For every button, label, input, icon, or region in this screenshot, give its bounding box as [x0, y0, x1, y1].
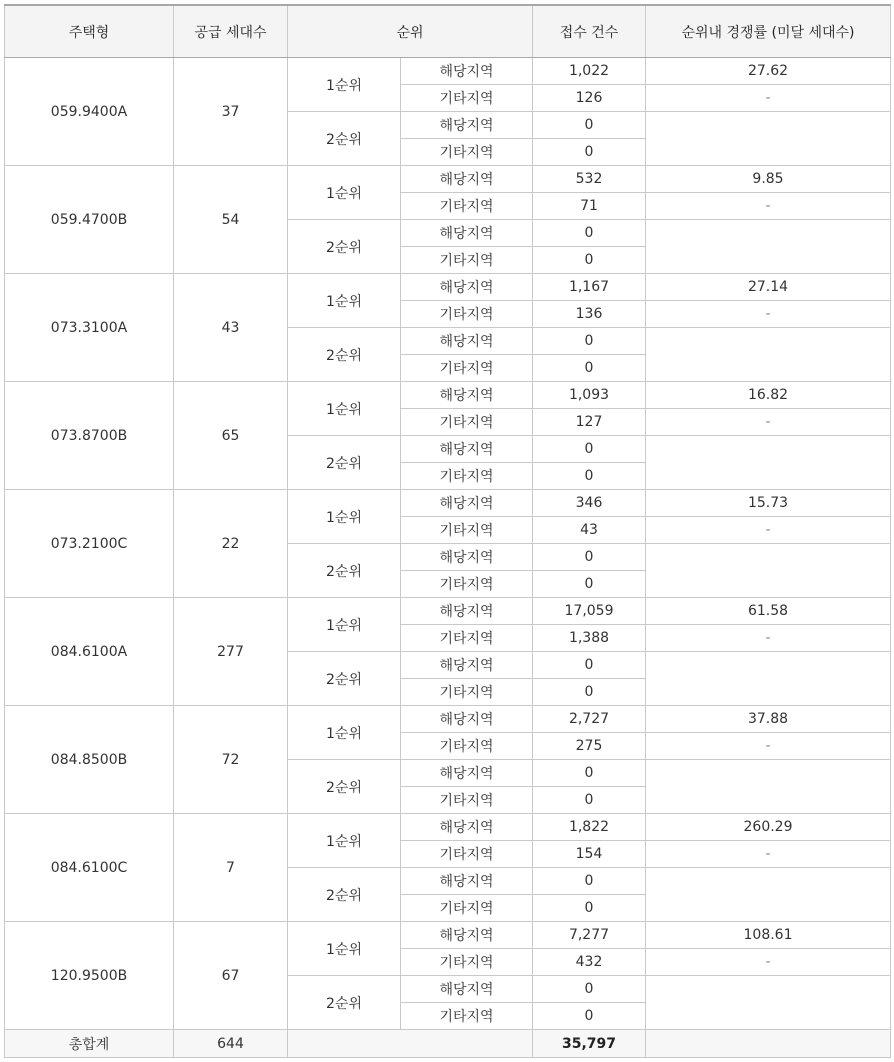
rank1-local-count: 1,022 [533, 58, 646, 85]
housing-type: 073.3100A [5, 274, 174, 382]
competition-rank2 [646, 544, 891, 598]
rank2-other-count: 0 [533, 1003, 646, 1030]
competition-rank2 [646, 976, 891, 1030]
header-supply: 공급 세대수 [174, 5, 288, 58]
rank1-local-count: 1,167 [533, 274, 646, 301]
region-other-label: 기타지역 [401, 193, 533, 220]
table-body [5, 58, 891, 1030]
rank-1-label: 1순위 [288, 922, 401, 976]
competition-rank2 [646, 760, 891, 814]
housing-type: 059.4700B [5, 166, 174, 274]
total-supply: 644 [174, 1030, 288, 1058]
rank-1-label: 1순위 [288, 274, 401, 328]
rank1-other-count: 43 [533, 517, 646, 544]
region-other-label: 기타지역 [401, 85, 533, 112]
housing-type: 073.2100C [5, 490, 174, 598]
rank-2-label: 2순위 [288, 760, 401, 814]
region-other-label: 기타지역 [401, 895, 533, 922]
housing-type: 073.8700B [5, 382, 174, 490]
region-other-label: 기타지역 [401, 571, 533, 598]
competition-dash: - [646, 409, 891, 436]
region-other-label: 기타지역 [401, 139, 533, 166]
table-row [5, 706, 891, 733]
region-other-label: 기타지역 [401, 949, 533, 976]
region-other-label: 기타지역 [401, 841, 533, 868]
supply-count: 37 [174, 58, 288, 166]
rank1-local-count: 1,093 [533, 382, 646, 409]
region-local-label: 해당지역 [401, 58, 533, 85]
region-local-label: 해당지역 [401, 652, 533, 679]
housing-type: 059.9400A [5, 58, 174, 166]
supply-count: 67 [174, 922, 288, 1030]
competition-dash: - [646, 517, 891, 544]
rank1-other-count: 432 [533, 949, 646, 976]
rank2-local-count: 0 [533, 976, 646, 1003]
rank1-local-count: 346 [533, 490, 646, 517]
supply-count: 54 [174, 166, 288, 274]
region-local-label: 해당지역 [401, 274, 533, 301]
rank-1-label: 1순위 [288, 706, 401, 760]
region-local-label: 해당지역 [401, 544, 533, 571]
rank1-other-count: 154 [533, 841, 646, 868]
header-type: 주택형 [5, 5, 174, 58]
region-other-label: 기타지역 [401, 355, 533, 382]
rank-2-label: 2순위 [288, 436, 401, 490]
region-other-label: 기타지역 [401, 679, 533, 706]
region-local-label: 해당지역 [401, 166, 533, 193]
supply-count: 22 [174, 490, 288, 598]
rank2-local-count: 0 [533, 652, 646, 679]
rank2-local-count: 0 [533, 760, 646, 787]
rank2-other-count: 0 [533, 787, 646, 814]
table-row [5, 922, 891, 949]
rank1-other-count: 71 [533, 193, 646, 220]
rank-1-label: 1순위 [288, 58, 401, 112]
rank-2-label: 2순위 [288, 544, 401, 598]
header-competition: 순위내 경쟁률 (미달 세대수) [646, 5, 891, 58]
competition-rate: 260.29 [646, 814, 891, 841]
competition-rate: 27.62 [646, 58, 891, 85]
rank1-local-count: 1,822 [533, 814, 646, 841]
table-row [5, 814, 891, 841]
rank2-other-count: 0 [533, 895, 646, 922]
rank1-other-count: 136 [533, 301, 646, 328]
region-local-label: 해당지역 [401, 814, 533, 841]
region-other-label: 기타지역 [401, 517, 533, 544]
total-applications: 35,797 [533, 1030, 646, 1058]
housing-type: 084.6100A [5, 598, 174, 706]
competition-dash: - [646, 625, 891, 652]
table-wrapper [4, 4, 891, 1058]
competition-rate: 16.82 [646, 382, 891, 409]
rank2-other-count: 0 [533, 247, 646, 274]
rank-2-label: 2순위 [288, 112, 401, 166]
table-row [5, 274, 891, 301]
rank1-local-count: 2,727 [533, 706, 646, 733]
rank2-other-count: 0 [533, 139, 646, 166]
region-local-label: 해당지역 [401, 436, 533, 463]
header-row [5, 5, 891, 58]
header-rank: 순위 [288, 5, 533, 58]
table-row [5, 58, 891, 85]
rank-1-label: 1순위 [288, 382, 401, 436]
supply-count: 43 [174, 274, 288, 382]
competition-rate: 37.88 [646, 706, 891, 733]
housing-type: 120.9500B [5, 922, 174, 1030]
region-local-label: 해당지역 [401, 490, 533, 517]
competition-dash: - [646, 733, 891, 760]
supply-count: 277 [174, 598, 288, 706]
competition-rank2 [646, 868, 891, 922]
housing-type: 084.6100C [5, 814, 174, 922]
rank-2-label: 2순위 [288, 652, 401, 706]
total-label: 총합계 [5, 1030, 174, 1058]
competition-rate: 27.14 [646, 274, 891, 301]
competition-rate: 15.73 [646, 490, 891, 517]
region-local-label: 해당지역 [401, 760, 533, 787]
region-other-label: 기타지역 [401, 787, 533, 814]
table-row [5, 490, 891, 517]
competition-dash: - [646, 85, 891, 112]
rank1-local-count: 532 [533, 166, 646, 193]
region-local-label: 해당지역 [401, 220, 533, 247]
rank2-other-count: 0 [533, 679, 646, 706]
competition-rank2 [646, 220, 891, 274]
competition-rank2 [646, 112, 891, 166]
table-row [5, 598, 891, 625]
rank2-local-count: 0 [533, 868, 646, 895]
region-other-label: 기타지역 [401, 409, 533, 436]
rank1-other-count: 127 [533, 409, 646, 436]
total-row [5, 1030, 891, 1058]
rank1-local-count: 17,059 [533, 598, 646, 625]
rank2-local-count: 0 [533, 220, 646, 247]
rank2-local-count: 0 [533, 544, 646, 571]
rank2-other-count: 0 [533, 571, 646, 598]
table-row [5, 382, 891, 409]
region-local-label: 해당지역 [401, 706, 533, 733]
rank-1-label: 1순위 [288, 166, 401, 220]
competition-rate: 9.85 [646, 166, 891, 193]
supply-count: 7 [174, 814, 288, 922]
rank-2-label: 2순위 [288, 868, 401, 922]
region-other-label: 기타지역 [401, 733, 533, 760]
rank-2-label: 2순위 [288, 328, 401, 382]
region-other-label: 기타지역 [401, 301, 533, 328]
competition-dash: - [646, 193, 891, 220]
region-local-label: 해당지역 [401, 868, 533, 895]
region-other-label: 기타지역 [401, 463, 533, 490]
region-local-label: 해당지역 [401, 382, 533, 409]
region-local-label: 해당지역 [401, 328, 533, 355]
rank2-other-count: 0 [533, 355, 646, 382]
rank-1-label: 1순위 [288, 814, 401, 868]
rank-1-label: 1순위 [288, 598, 401, 652]
rank2-other-count: 0 [533, 463, 646, 490]
supply-count: 72 [174, 706, 288, 814]
total-rank-empty [288, 1030, 533, 1058]
competition-dash: - [646, 301, 891, 328]
competition-rank2 [646, 328, 891, 382]
competition-rate: 108.61 [646, 922, 891, 949]
region-local-label: 해당지역 [401, 922, 533, 949]
housing-type: 084.8500B [5, 706, 174, 814]
total-competition-empty [646, 1030, 891, 1058]
rank2-local-count: 0 [533, 112, 646, 139]
table-row [5, 166, 891, 193]
competition-dash: - [646, 841, 891, 868]
competition-rate: 61.58 [646, 598, 891, 625]
region-other-label: 기타지역 [401, 1003, 533, 1030]
region-local-label: 해당지역 [401, 976, 533, 1003]
rank2-local-count: 0 [533, 436, 646, 463]
rank-1-label: 1순위 [288, 490, 401, 544]
competition-dash: - [646, 949, 891, 976]
header-applications: 접수 건수 [533, 5, 646, 58]
region-local-label: 해당지역 [401, 598, 533, 625]
supply-count: 65 [174, 382, 288, 490]
rank-2-label: 2순위 [288, 220, 401, 274]
region-other-label: 기타지역 [401, 625, 533, 652]
region-local-label: 해당지역 [401, 112, 533, 139]
competition-rank2 [646, 652, 891, 706]
rank1-other-count: 1,388 [533, 625, 646, 652]
rank-2-label: 2순위 [288, 976, 401, 1030]
rank1-local-count: 7,277 [533, 922, 646, 949]
rank2-local-count: 0 [533, 328, 646, 355]
competition-table [4, 4, 891, 1058]
rank1-other-count: 275 [533, 733, 646, 760]
rank1-other-count: 126 [533, 85, 646, 112]
competition-rank2 [646, 436, 891, 490]
region-other-label: 기타지역 [401, 247, 533, 274]
